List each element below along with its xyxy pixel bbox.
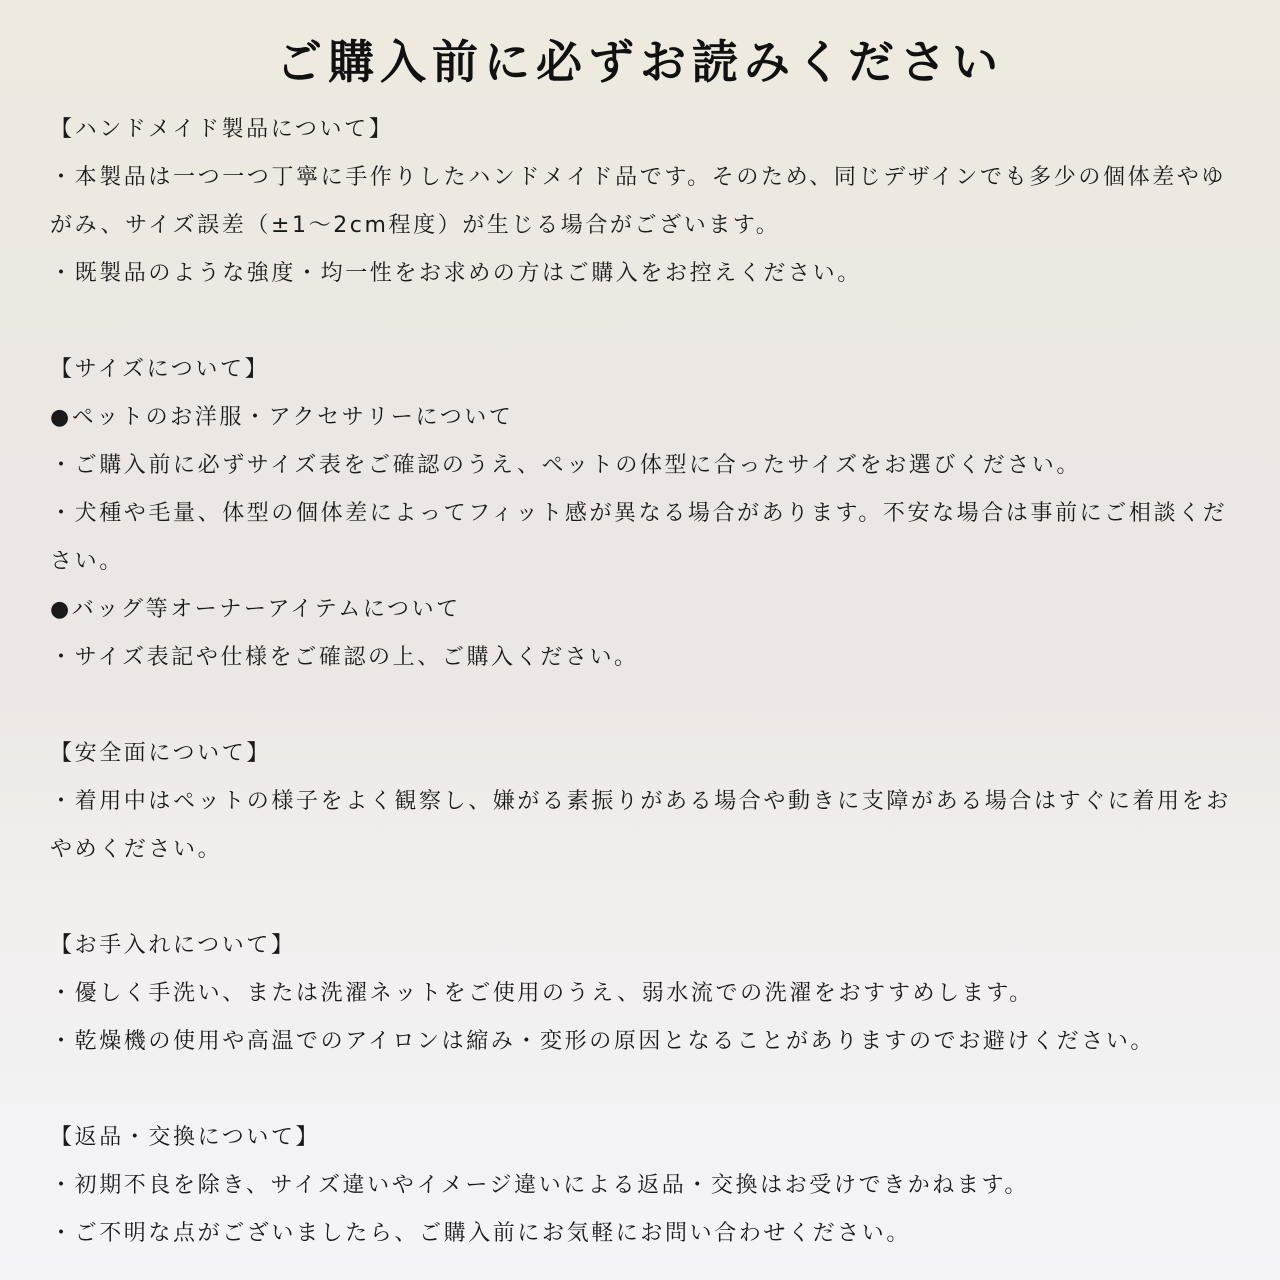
notice-subheading: ●ペットのお洋服・アクセサリーについて — [50, 405, 514, 430]
section-heading: 【ハンドメイド製品について】 — [50, 117, 394, 142]
section-heading: 【返品・交換について】 — [50, 1125, 321, 1150]
notice-line: がみ、サイズ誤差（±1〜2cm程度）が生じる場合がございます。 — [50, 213, 781, 238]
notice-line: ・ご不明な点がございましたら、ご購入前にお気軽にお問い合わせください。 — [50, 1221, 912, 1246]
section-heading: 【サイズについて】 — [50, 357, 270, 382]
notice-line: やめください。 — [50, 837, 223, 862]
page-title: ご購入前に必ずお読みください — [276, 35, 1004, 89]
notice-line: ・ご購入前に必ずサイズ表をご確認のうえ、ペットの体型に合ったサイズをお選びください。 — [50, 453, 1082, 478]
notice-line: ・本製品は一つ一つ丁寧に手作りしたハンドメイド品です。そのため、同じデザインでも多少の個体差やゆ — [50, 165, 1226, 190]
notice-line: ・着用中はペットの様子をよく観察し、嫌がる素振りがある場合や動きに支障がある場合はすぐに着用をお — [50, 789, 1231, 814]
notice-line: ・乾燥機の使用や高温でのアイロンは縮み・変形の原因となることがありますのでお避けください。 — [50, 1029, 1156, 1054]
section-returns — [50, 1114, 1235, 1258]
section-spacer — [50, 298, 1235, 346]
notice-subheading: ●バッグ等オーナーアイテムについて — [50, 597, 461, 622]
notice-content — [50, 106, 1235, 1258]
notice-line: ・優しく手洗い、または洗濯ネットをご使用のうえ、弱水流での洗濯をおすすめします。 — [50, 981, 1034, 1006]
notice-line: ・サイズ表記や仕様をご確認の上、ご購入ください。 — [50, 645, 639, 670]
section-heading: 【安全面について】 — [50, 741, 271, 766]
section-heading: 【お手入れについて】 — [50, 933, 296, 958]
notice-line: ・犬種や毛量、体型の個体差によってフィット感が異なる場合があります。不安な場合は事前にご相談くだ — [50, 501, 1228, 526]
notice-line: さい。 — [50, 549, 124, 574]
section-handmade — [50, 106, 1235, 298]
notice-line: ・既製品のような強度・均一性をお求めの方はご購入をお控えください。 — [50, 261, 862, 286]
section-care — [50, 922, 1235, 1066]
section-spacer — [50, 1066, 1235, 1114]
notice-line: ・初期不良を除き、サイズ違いやイメージ違いによる返品・交換はお受けできかねます。 — [50, 1173, 1029, 1198]
section-size — [50, 346, 1235, 682]
section-spacer — [50, 874, 1235, 922]
section-spacer — [50, 682, 1235, 730]
section-safety — [50, 730, 1235, 874]
